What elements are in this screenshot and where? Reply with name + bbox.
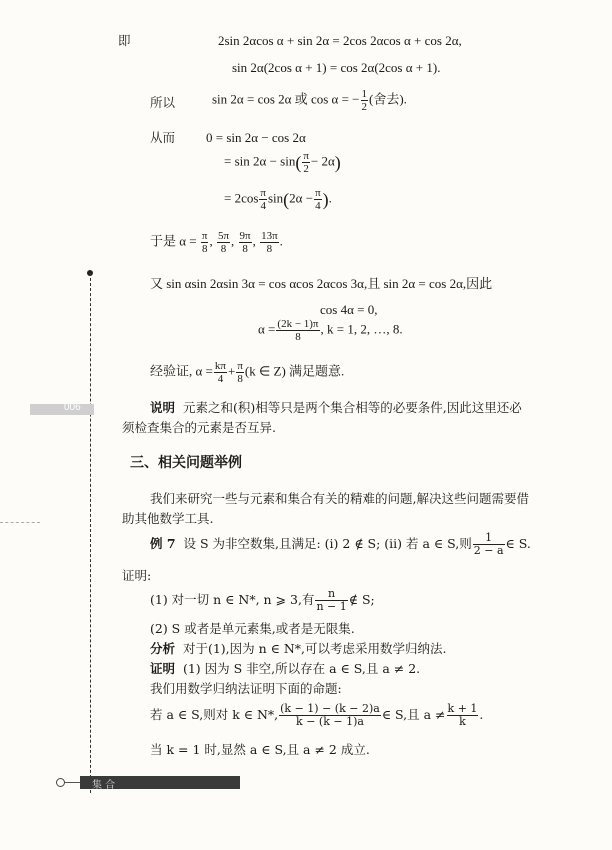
footer-circle: [56, 778, 65, 787]
equation-1: 2sin 2αcos α + sin 2α = 2cos 2αcos α + cos 2α,: [218, 33, 462, 48]
text-women: 我们用数学归纳法证明下面的命题:: [150, 681, 342, 696]
equation-alpha-values: 于是 α = $\frac{\pi}{8}$ , $\frac{5\pi}{8}$ , $\frac{9\pi}{8}$ , $\frac{13\pi}{8}$ .: [150, 230, 283, 256]
base-case: 当 k = 1 时,显然 a ∈ S,且 a ≠ 2 成立.: [150, 742, 370, 757]
text-you: 又 sin αsin 2αsin 3α = cos αcos 2αcos 3α,且 sin 2α = cos 2α,因此: [150, 276, 493, 291]
text-suoyi: 所以: [150, 95, 176, 110]
text-verification: 经验证, α = $\frac{k\pi}{4}$ + $\frac{\pi}{8}$ (k ∈ Z) 满足题意.: [150, 360, 345, 386]
note-line-2: 须检查集合的元素是否互异.: [122, 420, 276, 435]
example-7: 例 7 设 S 为非空数集,且满足: (i) 2 ∉ S; (ii) 若 a ∈ S,则 $\frac{1}{2 - a}$ ∈ S.: [150, 531, 531, 558]
note-line-1: 说明 元素之和(积)相等只是两个集合相等的必要条件,因此这里还必: [150, 400, 522, 415]
proposition-1: (1) 对一切 n ∈ N*, n ⩾ 3,有 $\frac{n}{n - 1}$ ∉ S;: [150, 587, 375, 614]
left-edge-dash: [0, 522, 40, 523]
intro-line-1: 我们来研究一些与元素和集合有关的精难的问题,解决这些问题需要借: [150, 491, 529, 506]
equation-3: sin 2α = cos 2α 或 cos α = − $\frac{1}{2}$ (舍去).: [212, 88, 407, 114]
equation-6: = 2cos $\frac{\pi}{4}$ sin(2α − $\frac{\pi}{4}$ ).: [224, 187, 332, 213]
text-congeer: 从而: [150, 130, 176, 145]
equation-cos4: cos 4α = 0,: [320, 302, 378, 317]
page-number: 006: [64, 402, 81, 413]
equation-2: sin 2α(2cos α + 1) = cos 2α(2cos α + 1).: [232, 60, 441, 75]
text-ji: 即: [118, 33, 131, 48]
intro-line-2: 助其他数学工具.: [122, 511, 214, 526]
equation-4: 0 = sin 2α − cos 2α: [206, 130, 306, 145]
footer-text: 集 合: [92, 780, 116, 791]
analysis: 分析 对于(1),因为 n ∈ N*,可以考虑采用数学归纳法.: [150, 641, 447, 656]
section-heading: 三、相关问题举例: [130, 455, 242, 471]
margin-dashed-line: [90, 273, 91, 793]
text-zhengming: 证明:: [122, 568, 152, 583]
equation-5: = sin 2α − sin( $\frac{\pi}{2}$ − 2α): [224, 150, 341, 176]
induction-claim: 若 a ∈ S,则对 k ∈ N*, $\frac{(k - 1) - (k - 2)a}{k - (k - 1)a}$ ∈ S,且 a ≠ $\frac{k + 1}{k}$ .: [150, 702, 484, 729]
equation-alpha-general: α = $\frac{(2k - 1)\pi}{8}$ , k = 1, 2, …, 8.: [258, 318, 403, 344]
page-number-tab: [30, 404, 94, 415]
proposition-2: (2) S 或者是单元素集,或者是无限集.: [150, 621, 355, 636]
proof-start: 证明 (1) 因为 S 非空,所以存在 a ∈ S,且 a ≠ 2.: [150, 661, 421, 676]
